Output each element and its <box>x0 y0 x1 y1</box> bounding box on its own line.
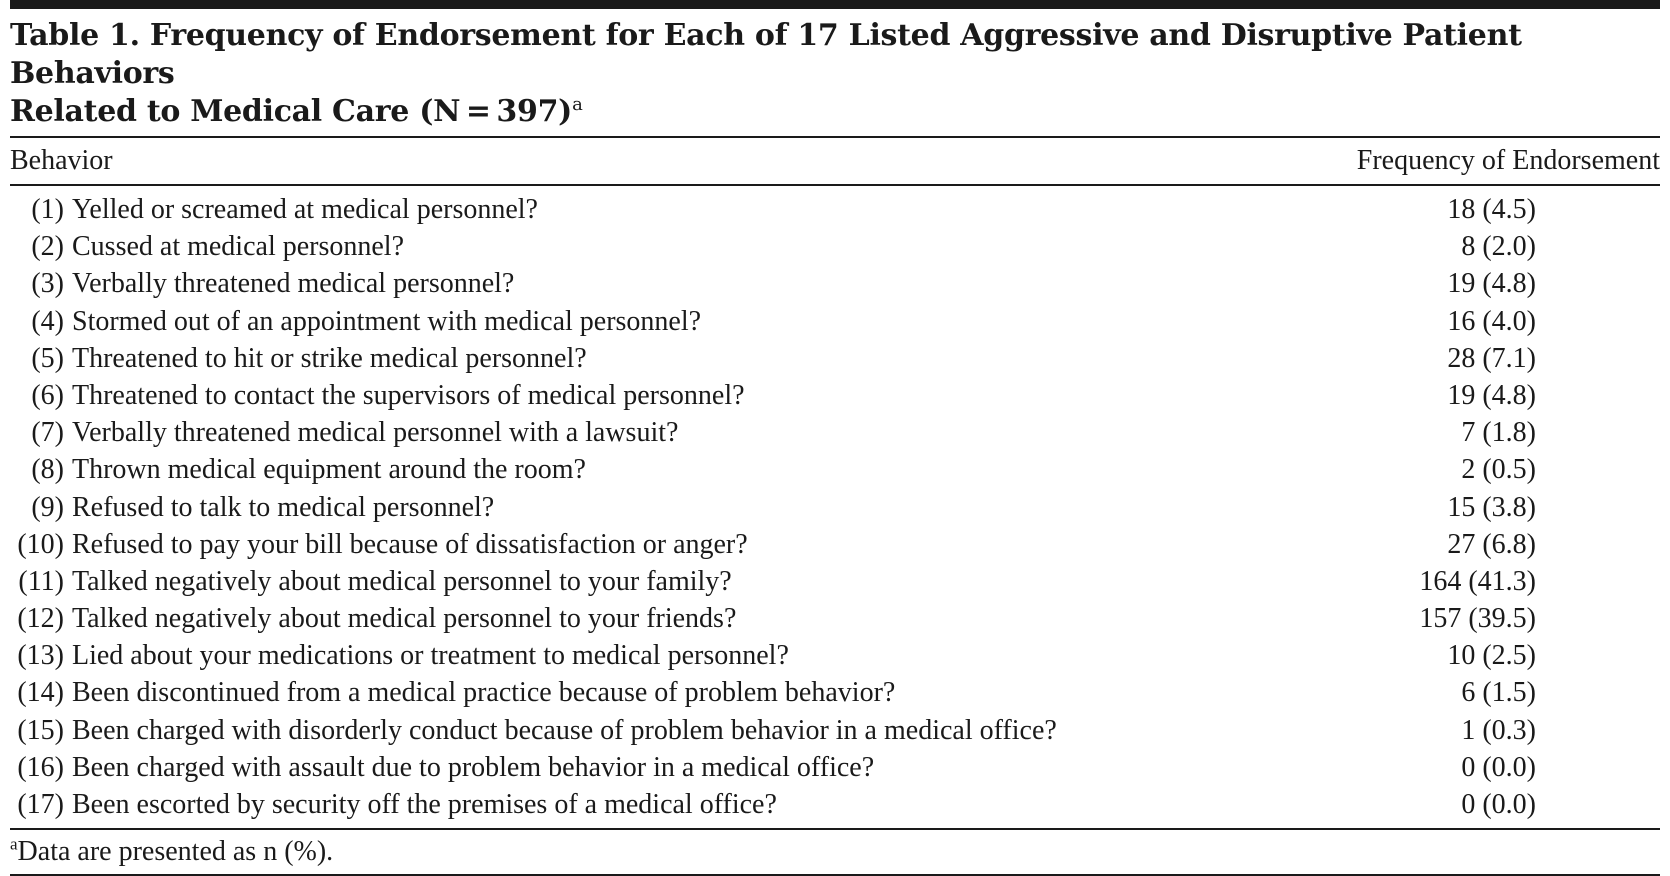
caption-footnote-marker: a <box>572 94 583 115</box>
header-behavior: Behavior <box>10 145 113 176</box>
table-row <box>10 489 1660 526</box>
row-number: (15) <box>17 714 64 746</box>
table-header-row <box>10 138 1660 184</box>
row-number: (16) <box>17 751 64 783</box>
row-frequency: 16 (4.0) <box>1447 305 1536 337</box>
row-number: (4) <box>31 305 64 337</box>
row-behavior: Talked negatively about medical personnel to your friends? <box>72 603 737 635</box>
row-behavior: Yelled or screamed at medical personnel? <box>72 194 538 225</box>
row-behavior: Threatened to contact the supervisors of medical personnel? <box>72 379 745 411</box>
table-row <box>10 228 1660 265</box>
header-frequency: Frequency of Endorsement <box>1356 145 1660 176</box>
table-row <box>10 377 1660 414</box>
row-number: (11) <box>18 565 64 597</box>
row-behavior: Thrown medical equipment around the room? <box>72 454 586 486</box>
row-frequency: 8 (2.0) <box>1461 231 1536 263</box>
row-number: (8) <box>31 454 64 486</box>
row-frequency: 1 (0.3) <box>1461 714 1536 746</box>
row-frequency: 19 (4.8) <box>1447 379 1536 411</box>
table-row <box>10 191 1660 228</box>
table-row <box>10 340 1660 377</box>
row-frequency: 7 (1.8) <box>1461 417 1536 449</box>
row-frequency: 0 (0.0) <box>1461 789 1536 820</box>
row-behavior: Stormed out of an appointment with medical personnel? <box>72 305 702 337</box>
row-frequency: 6 (1.5) <box>1461 677 1536 709</box>
table-container <box>10 0 1660 876</box>
row-frequency: 2 (0.5) <box>1461 454 1536 486</box>
row-number: (7) <box>31 417 64 449</box>
caption-line-2-text: Related to Medical Care (N = 397) <box>10 94 573 129</box>
row-frequency: 10 (2.5) <box>1447 640 1536 672</box>
row-number: (6) <box>31 379 64 411</box>
row-frequency: 0 (0.0) <box>1461 751 1536 783</box>
row-frequency: 28 (7.1) <box>1447 342 1536 374</box>
caption-line-1: Table 1. Frequency of Endorsement for Each of 17 Listed Aggressive and Disruptive Patient Behaviors <box>10 18 1522 91</box>
table-body <box>10 186 1660 828</box>
table-row <box>10 600 1660 637</box>
row-frequency: 164 (41.3) <box>1419 565 1536 597</box>
row-number: (1) <box>31 194 64 225</box>
row-frequency: 18 (4.5) <box>1447 194 1536 225</box>
table-row <box>10 637 1660 674</box>
row-frequency: 27 (6.8) <box>1447 528 1536 560</box>
row-frequency: 157 (39.5) <box>1419 603 1536 635</box>
table-footnote <box>10 830 1660 874</box>
row-behavior: Refused to pay your bill because of dissatisfaction or anger? <box>72 528 748 560</box>
row-behavior: Talked negatively about medical personnel to your family? <box>72 565 732 597</box>
row-number: (10) <box>17 528 64 560</box>
footnote-text: Data are presented as n (%). <box>17 836 334 868</box>
row-number: (13) <box>17 640 64 672</box>
table-row <box>10 303 1660 340</box>
row-number: (2) <box>31 231 64 263</box>
row-behavior: Lied about your medications or treatment to medical personnel? <box>72 640 789 672</box>
row-behavior: Been charged with assault due to problem behavior in a medical office? <box>72 751 875 783</box>
row-behavior: Refused to talk to medical personnel? <box>72 491 495 523</box>
table-row <box>10 749 1660 786</box>
table-row <box>10 451 1660 488</box>
row-frequency: 15 (3.8) <box>1447 491 1536 523</box>
row-number: (17) <box>17 789 64 820</box>
row-behavior: Been charged with disorderly conduct because of problem behavior in a medical office? <box>72 714 1057 746</box>
table-row <box>10 414 1660 451</box>
row-number: (3) <box>31 268 64 300</box>
footnote-marker: a <box>10 834 18 854</box>
caption-line-2 <box>10 93 1660 131</box>
table-row <box>10 265 1660 302</box>
row-number: (14) <box>17 677 64 709</box>
top-rule <box>10 0 1660 9</box>
row-frequency: 19 (4.8) <box>1447 268 1536 300</box>
row-behavior: Verbally threatened medical personnel? <box>72 268 515 300</box>
row-number: (12) <box>17 603 64 635</box>
row-number: (5) <box>31 342 64 374</box>
row-number: (9) <box>31 491 64 523</box>
table-row <box>10 786 1660 823</box>
table-row <box>10 563 1660 600</box>
table-row <box>10 674 1660 711</box>
table-row <box>10 712 1660 749</box>
row-behavior: Verbally threatened medical personnel with a lawsuit? <box>72 417 679 449</box>
table-row <box>10 526 1660 563</box>
row-behavior: Been discontinued from a medical practice because of problem behavior? <box>72 677 896 709</box>
row-behavior: Cussed at medical personnel? <box>72 231 405 263</box>
row-behavior: Threatened to hit or strike medical personnel? <box>72 342 587 374</box>
table-caption <box>10 9 1660 136</box>
row-behavior: Been escorted by security off the premises of a medical office? <box>72 789 777 820</box>
